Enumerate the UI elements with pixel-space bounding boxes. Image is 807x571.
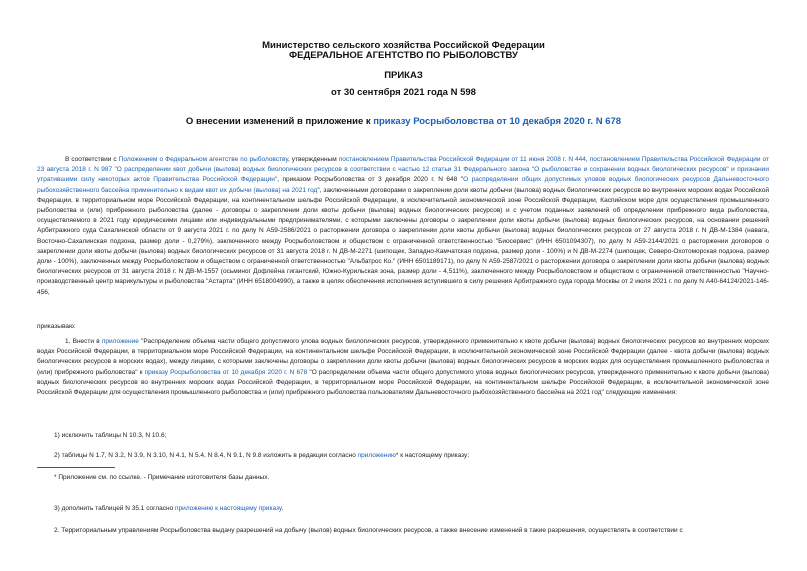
link-government-decree-444[interactable]: постановлением Правительства Российской Федерации от 11 июня 2008 г. N 444: [338, 156, 586, 163]
ministry-name: Министерство сельского хозяйства Российской Федерации: [262, 40, 545, 51]
link-order-648[interactable]: О распределении общих допустимых уловов водных биологических ресурсов Дальневосточного рыбохозяйственного бассейна применительно к видам квот их добычи (вылова) на 2021 год: [37, 176, 769, 194]
preamble-text: ,: [585, 156, 590, 163]
item-1-paragraph: [37, 337, 769, 398]
preamble-paragraph: [37, 155, 769, 298]
document-title: [0, 116, 807, 127]
title-link-order-678[interactable]: приказу Росрыболовства от 10 декабря 2020 г. N 678: [373, 116, 622, 127]
subitem-3-text: .: [281, 505, 284, 512]
preamble-text: , приказом Росрыболовства от 3 декабря 2020 г. N 648 ": [277, 176, 464, 184]
document-date-number: от 30 сентября 2021 года N 598: [331, 87, 476, 98]
agency-name: ФЕДЕРАЛЬНОЕ АГЕНТСТВО ПО РЫБОЛОВСТВУ: [289, 50, 518, 61]
link-appendix[interactable]: приложение: [101, 338, 139, 345]
preamble-text: В соответствии с: [65, 156, 119, 163]
footnote-divider: [37, 467, 115, 468]
item-1-text: 1. Внести в: [65, 338, 102, 345]
preamble-text: ", заключенными договорами о закреплении доли квоты добычи (вылова) водных биологических ресурсов во внутренних морских водах Российской Федерации, в территориальном море Российской Федерации, на континентальном шельфе Российской Федерации, в исключительной экономической зоне Российской Федерации, Каспийском море для осуществления промышленного рыболовства и (или) прибрежного рыболовства (далее - договоры о закреплении доли квоты добычи (вылова) водных биологических ресурсов) и с учетом поданных заявлений об определении прибрежного вида рыболовства, осуществляемого в 2021 году юридическими лицами или индивидуальными предпринимателями, с которыми заключены договоры о закреплении доли квоты добычи (вылова) водных биологических ресурсов, на основании решений Арбитражного суда Сахалинской области от 9 августа 2021 г. по делу N А59-2586/2021 о расторжении договора о закреплении доли квоты добычи (вылова) водных биологических ресурсов от 27 августа 2018 г. N ДВ-М-1384 (навага, Восточно-Сахалинская подзона, размер доли - 0,279%), заключенного между Росрыболовством и обществом с ограниченной ответственностью "Биосервис" (ИНН 6501094307), по делу N А59-2144/2021 о расторжении договоров о закреплении доли квоты добычи (вылова) водных биологических ресурсов от 31 августа 2018 г. N ДВ-М-2271 (шипощек, Западно-Камчатская подзона, размер доли - 100%) и N ДВ-М-2274 (шипощек, Северо-Охотоморская подзона, размер доли - 100%), заключенных между Росрыболовством и обществом с ограниченной ответственностью "Альбатрос Ко." (ИНН 6501189171), по делу N А59-2587/2021 о расторжении договора о закреплении доли квоты добычи (вылова) водных биологических ресурсов от 31 августа 2018 г. N ДВ-М-1557 (осьминог Дофлейна гигантский, Южно-Курильская зона, размер доли - 4,511%), заключенного между Росрыболовством и обществом с ограниченной ответственностью "Научно-производственный центр марикультуры и рыболовства "Астарта" (ИНН 6518004990), а также в целях обеспечения исполнения вступившего в силу решения Арбитражного суда города Москвы от 2 июля 2021 г. по делу N А40-64124/2021-146-456,: [37, 186, 769, 296]
preamble-text: , утвержденным: [287, 156, 339, 163]
link-appendix-sub2[interactable]: приложению: [357, 452, 396, 459]
document-type: ПРИКАЗ: [384, 70, 423, 81]
subitem-2-text: * к настоящему приказу;: [395, 452, 470, 459]
link-government-decree-987[interactable]: постановлением Правительства Российской Федерации от 23 августа 2018 г. N 987 "О распределении квот добычи (вылова) водных биологических ресурсов в соответствии с частью 12 статьи 31 Федерального закона "О рыболовстве и сохранении водных биологических ресурсов" и признании утратившими силу некоторых актов Правительства Российской Федерации": [37, 156, 769, 184]
link-order-678[interactable]: приказу Росрыболовства от 10 декабря 2020 г. N 678: [144, 368, 308, 376]
link-appendix-sub3[interactable]: приложению к настоящему приказу: [175, 505, 282, 512]
subitem-2: [54, 452, 469, 459]
subitem-2-text: 2) таблицы N 1.7, N 3.2, N 3.9, N 3.10, N 4.1, N 5.4, N 8.4, N 9.1, N 9.8 изложить в редакции согласно: [54, 452, 358, 459]
title-text: О внесении изменений в приложение к: [185, 116, 374, 127]
link-regulation-agency[interactable]: Положением о Федеральном агентстве по рыболовству: [118, 156, 288, 163]
subitem-3: [54, 505, 283, 512]
subitem-1: 1) исключить таблицы N 10.3, N 10.6;: [54, 432, 167, 439]
footnote: * Приложение см. по ссылке. - Примечание изготовителя базы данных.: [54, 474, 270, 481]
subitem-3-text: 3) дополнить таблицей N 35.1 согласно: [54, 505, 176, 512]
item-1-text: "Распределение объема части общего допустимого улова водных биологических ресурсов, утвержденного применительно к квоте добычи (вылова) водных биологических ресурсов во внутренних морских водах Российской Федерации, в территориальном море Российской Федерации, на континентальном шельфе Российской Федерации, в исключительной экономической зоне Российской Федерации (далее - квота добычи (вылова) водных биологических ресурсов в морских водах), между лицами, с которыми заключены договоры о закреплении доли квоты добычи (вылова) водных биологических ресурсов в морских водах для осуществления промышленного рыболовства и (или) прибрежного рыболовства" к: [37, 338, 769, 376]
item-2-paragraph: 2. Территориальным управлениям Росрыболовства выдачу разрешений на добычу (вылов) водных биологических ресурсов, а также внесение изменений в такие разрешения, осуществлять в соответствии с: [54, 527, 683, 534]
order-word: приказываю:: [37, 323, 76, 330]
item-1-text: "О распределении объема части общего допустимого улова водных биологических ресурсов, утвержденного применительно к квоте добычи (вылова) водных биологических ресурсов во внутренних морских водах Российской Федерации, в территориальном море Российской Федерации, на континентальном шельфе Российской Федерации, в исключительной экономической зоне Российской Федерации для осуществления промышленного рыболовства и (или) прибрежного рыболовства пользователям Дальневосточного рыбохозяйственного бассейна на 2021 год" следующие изменения:: [37, 368, 769, 397]
